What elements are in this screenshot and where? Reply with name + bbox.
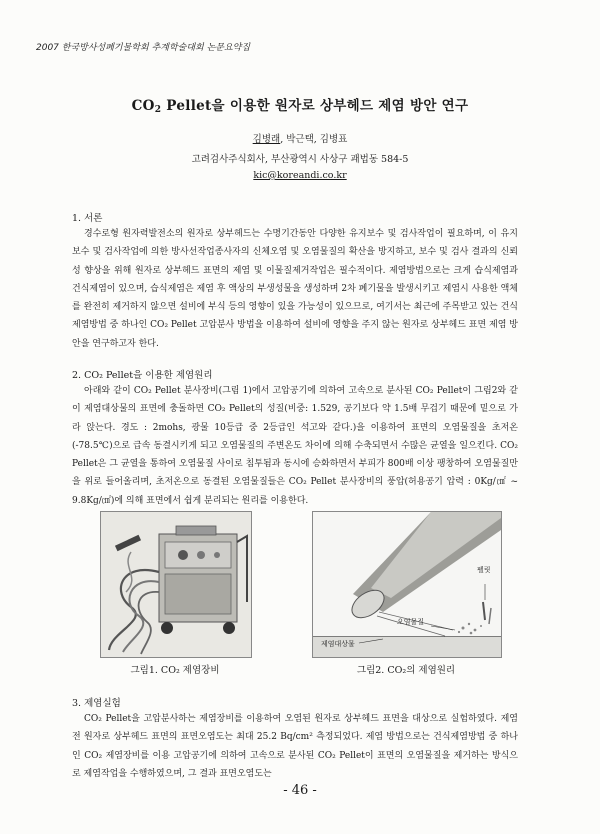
co-authors: , 박근택, 김병표 [280, 134, 348, 145]
affiliation: 고려검사주식회사, 부산광역시 사상구 괘법동 584-5 [191, 154, 409, 165]
label-target: 제염대상물 [321, 640, 355, 648]
figure2-image [312, 511, 502, 658]
section3-body [72, 710, 518, 783]
section2-body [72, 382, 518, 510]
paper-title [0, 94, 600, 115]
section2-heading: 2. CO₂ Pellet을 이용한 제염원리 [72, 370, 213, 381]
section2-text: 아래와 같이 CO₂ Pellet 분사장비(그림 1)에서 고압공기에 의하여 고속으로 분사된 CO₂ Pellet이 그림2와 같이 제염대상물의 표면에 충돌하면 CO₂ Pellet의 성질(비중: 1.529, 공기보다 약 1.5배 무겁기 때문에 밑으로 가라 앉는다. 경도 : 2mohs, 광물 10등급 중 2등급인 석고와 같다.)을 이용하여 표면의 오염물질을 초저온(-78.5℃)으로 급속 동결시키게 되고 오염물질의 주변온도 차이에 의해 수축되면서 수많은 균열을 일으킨다. CO₂ Pellet은 그 균열을 통하여 오염물질 사이로 침투됨과 동시에 승화하면서 부피가 800배 이상 팽창하여 오염물질만을 위로 들어올리며, 초저온으로 동결된 오염물질들은 CO₂ Pellet 분사장비의 풍압(허용공기 압력 : 0Kg/㎠ ~ 9.8Kg/㎠)에 의해 표면에서 쉽게 분리되는 원리를 이용한다. [72, 386, 518, 506]
section1-heading: 1. 서론 [72, 213, 103, 224]
page-number: - 46 - [283, 783, 317, 798]
label-pellet: 펠릿 [477, 566, 491, 574]
figure1-image [100, 511, 252, 658]
figure2-caption: 그림2. CO₂의 제염원리 [356, 665, 456, 676]
section1-text: 경수로형 원자력발전소의 원자로 상부헤드는 수명기간동안 다양한 유지보수 및 검사작업이 필요하며, 이 유지보수 및 검사작업에 의한 방사선작업종사자의 신체오염 및 오염물질의 확산을 방지하고, 보수 및 검사 결과의 신뢰성 향상을 위해 원자로 상부헤드 표면의 제염 및 이물질제거작업은 필수적이다. 제염방법으로는 크게 습식제염과 건식제염이 있으며, 습식제염은 제염 후 액상의 부생성물을 생성하며 2차 폐기물을 발생시키고 제염시 사용한 액체를 완전히 제거하지 않으면 설비에 부식 등의 영향이 있을 가능성이 있으므로, 여기서는 최근에 주목받고 있는 건식제염방법 중 하나인 CO₂ Pellet 고압분사 방법을 이용하여 설비에 영향을 주지 않는 원자로 상부헤드 표면 제염 방안을 연구하고자 한다. [72, 229, 518, 349]
author-line [0, 131, 600, 145]
journal-header: 2007 한국방사성폐기물학회 추계학술대회 논문요약집 [36, 43, 251, 53]
title-part1: CO [131, 98, 155, 114]
label-contaminant: 오염물질 [397, 618, 425, 626]
lead-author: 김병래 [252, 134, 281, 145]
section1-body [72, 225, 518, 353]
title-part2: Pellet을 이용한 원자로 상부헤드 제염 방안 연구 [161, 98, 469, 114]
cleaning-principle-diagram [313, 512, 501, 657]
title-subscript: 2 [154, 105, 162, 115]
email-link[interactable]: kic@koreandi.co.kr [253, 170, 347, 181]
section3-heading: 3. 제염실험 [72, 698, 121, 709]
blasting-machine-illustration [101, 512, 251, 657]
figure1-caption: 그림1. CO₂ 제염장비 [130, 665, 220, 676]
author-email [0, 170, 600, 181]
section3-text: CO₂ Pellet을 고압분사하는 제염장비를 이용하여 오염된 원자로 상부헤드 표면을 대상으로 실험하였다. 제염전 원자로 상부헤드 표면의 표면오염도는 최대 25.2 Bq/cm² 측정되었다. 제염 방법으로는 건식제염방법 중 하나인 CO₂ 제염장비를 이용 고압공기에 의하여 고속으로 분사된 CO₂ Pellet이 표면의 오염물질을 제거하는 방식으로 제염작업을 수행하였으며, 그 결과 표면오염도는 [72, 714, 518, 779]
